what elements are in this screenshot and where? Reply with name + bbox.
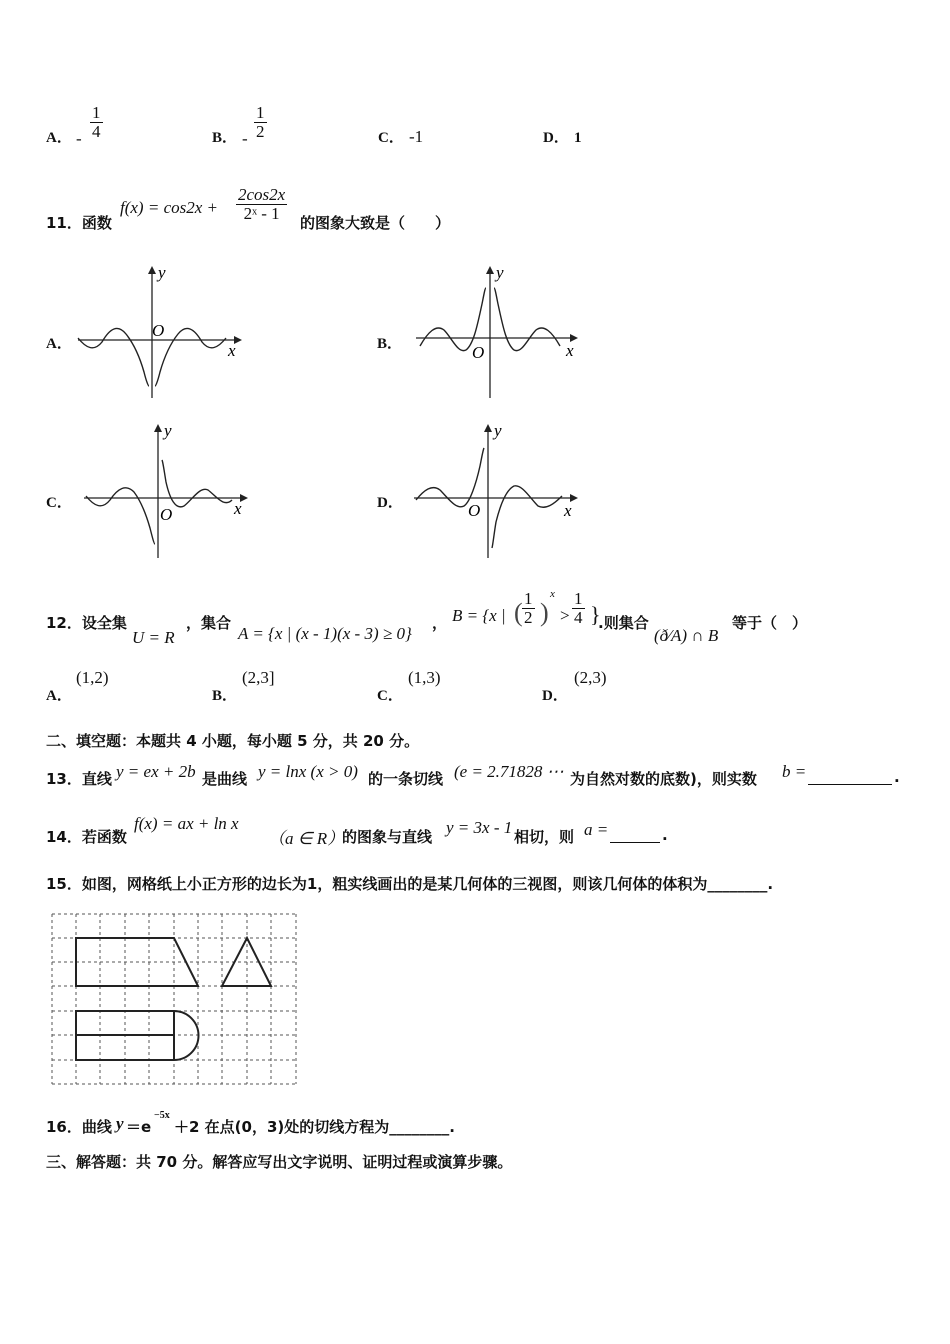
- q11-number: 11．函数: [46, 214, 112, 232]
- q14-stem: 14．若函数 f(x) = ax + ln x （a ∈ R） 的图象与直线 y = 3x - 1 相切，则 a = .: [46, 814, 668, 848]
- q12-then: .则集合: [598, 614, 649, 632]
- y-axis-arrow: [484, 424, 492, 432]
- x-label: x: [564, 501, 572, 520]
- origin-label: O: [152, 321, 165, 340]
- q11-function: f(x) = cos2x +: [120, 198, 218, 217]
- q11-graph-d: [410, 420, 580, 562]
- q16-eq: ＝e: [126, 1118, 152, 1136]
- q14-function: f(x) = ax + ln x: [134, 814, 239, 833]
- q13-line: y = ex + 2b: [116, 762, 196, 781]
- q13-b: b =: [782, 762, 807, 781]
- q12-universal-set: U = R: [132, 628, 175, 647]
- q11-tail: 的图象大致是（ ）: [300, 214, 451, 232]
- q13-e: (e = 2.71828 ⋯: [454, 762, 564, 781]
- q12-option-b-value: (2,3]: [242, 668, 275, 687]
- q14-a: a =: [584, 820, 609, 839]
- y-label: y: [164, 421, 172, 440]
- q12-options: [46, 668, 746, 704]
- q10-option-b-sign: -: [242, 129, 248, 148]
- curve: [86, 460, 232, 544]
- q14-lead: 14．若函数: [46, 828, 127, 846]
- q12-option-b-label: B．: [212, 688, 238, 704]
- q11-fraction: $\frac{2\cos 2x}{\text{2ˣ - 1}}$: [238, 185, 286, 223]
- q14-mid2: 相切，则: [514, 828, 575, 846]
- q12-option-d-label: D．: [542, 688, 568, 704]
- y-label: y: [494, 421, 502, 440]
- q13-mid3: 为自然对数的底数)，则实数: [570, 770, 757, 788]
- q14-answer-blank[interactable]: [610, 826, 660, 843]
- q13-answer-blank[interactable]: [808, 768, 892, 785]
- q13-curve: y = lnx (x > 0): [258, 762, 358, 781]
- y-label: y: [158, 263, 166, 282]
- q11-graph-a: [74, 262, 244, 402]
- q15-stem: 15．如图，网格纸上小正方形的边长为1，粗实线画出的是某几何体的三视图，则该几何体的体积为________.: [46, 875, 774, 893]
- q10-options: [46, 104, 906, 154]
- y-axis-arrow: [154, 424, 162, 432]
- q16-rest: ＋2 在点(0，3)处的切线方程为________.: [174, 1118, 455, 1136]
- q11-label-a: A．: [46, 336, 72, 352]
- q16-stem: [46, 1110, 646, 1138]
- q16-y: y: [116, 1114, 124, 1133]
- q12-expression: (ð⁄A) ∩ B: [654, 626, 719, 645]
- q10-option-d: D． 1: [543, 130, 582, 146]
- x-label: x: [234, 499, 242, 518]
- q11-graph-b: [412, 262, 582, 402]
- q11-label-d: D．: [377, 495, 403, 511]
- q15-three-view-figure: [50, 912, 300, 1088]
- q10-option-b: B．: [212, 130, 238, 146]
- q12-option-a-value: (1,2): [76, 668, 109, 687]
- q10-option-a-fraction: $\frac{1}{4}$: [92, 103, 101, 141]
- y-axis-arrow: [148, 266, 156, 274]
- q12-comma: ，: [432, 614, 448, 632]
- q14-condition: （a ∈ R）: [268, 829, 345, 848]
- q13-lead: 13．直线: [46, 770, 112, 788]
- section-2-heading: 二、填空题：本题共 4 小题，每小题 5 分，共 20 分。: [46, 732, 420, 750]
- origin-label: O: [472, 343, 485, 362]
- q14-mid: 的图象与直线: [342, 828, 433, 846]
- origin-label: O: [468, 501, 481, 520]
- q11-stem: [46, 186, 746, 232]
- q12-tail: 等于（ ）: [732, 614, 808, 632]
- q16-exponent: −5x: [154, 1110, 170, 1121]
- y-axis-arrow: [486, 266, 494, 274]
- q11-label-c: C．: [46, 495, 72, 511]
- x-label: x: [566, 341, 574, 360]
- q10-option-a-sign: -: [76, 129, 82, 148]
- q16-lead: 16．曲线: [46, 1118, 112, 1136]
- q10-option-b-fraction: $\frac{1}{2}$: [256, 103, 265, 141]
- x-label: x: [228, 341, 236, 360]
- q12-option-d-value: (2,3): [574, 668, 607, 687]
- q12-option-a-label: A．: [46, 688, 72, 704]
- q13-mid: 是曲线: [202, 770, 248, 788]
- q11-graph-c: [80, 420, 250, 562]
- q12-set-a: A = {x | (x - 1)(x - 3) ≥ 0}: [238, 624, 412, 643]
- q12-stem: [46, 588, 926, 647]
- q10-option-a: A．: [46, 130, 72, 146]
- origin-label: O: [160, 505, 173, 524]
- q13-mid2: 的一条切线: [368, 770, 444, 788]
- q12-set-word: ，集合: [186, 614, 232, 632]
- q14-line: y = 3x - 1: [446, 818, 513, 837]
- q12-option-c-label: C．: [377, 688, 403, 704]
- q12-set-b: B = {x | ( $\frac{1}{2}$ ) x > $\frac{1}{4}$ }: [452, 588, 601, 627]
- q10-option-c: C． -1: [378, 127, 424, 146]
- q12-lead: 12．设全集: [46, 614, 127, 632]
- section-3-heading: 三、解答题：共 70 分。解答应写出文字说明、证明过程或演算步骤。: [46, 1153, 513, 1171]
- q11-label-b: B．: [377, 336, 403, 352]
- y-label: y: [496, 263, 504, 282]
- q13-stem: 13．直线 y = ex + 2b 是曲线 y = lnx (x > 0) 的一条切线 (e = 2.71828 ⋯ 为自然对数的底数)，则实数 b = .: [46, 762, 900, 788]
- q12-option-c-value: (1,3): [408, 668, 441, 687]
